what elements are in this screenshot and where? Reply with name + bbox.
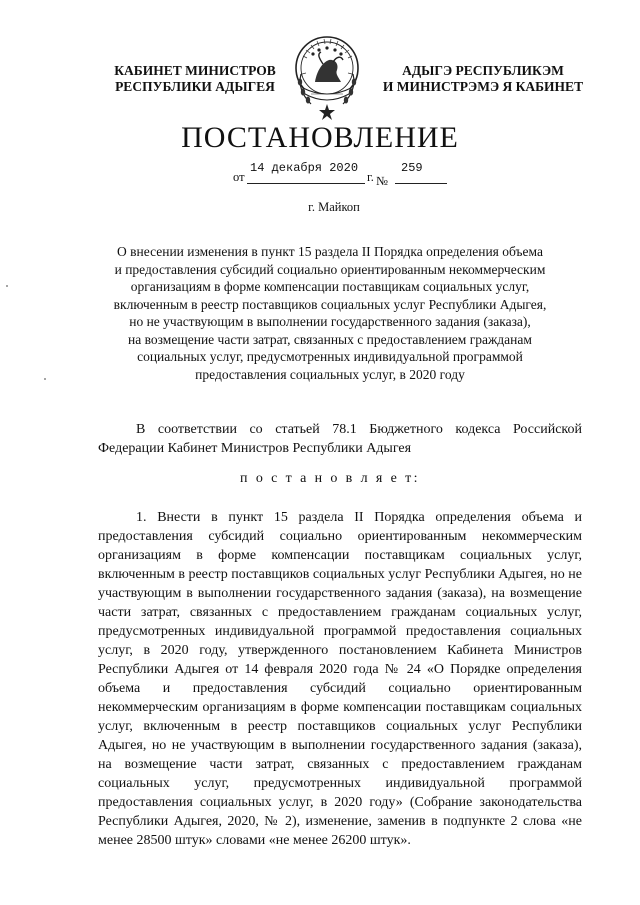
scan-speck xyxy=(6,285,8,287)
coat-of-arms-icon xyxy=(289,34,365,120)
city: г. Майкоп xyxy=(308,200,360,214)
number-underline xyxy=(395,183,447,184)
date-underline xyxy=(247,183,365,184)
subject-line: и предоставления субсидий социально ориентированным некоммерческим xyxy=(114,261,546,277)
subject-line: социальных услуг, предусмотренных индивидуальной программой xyxy=(137,349,523,364)
decree-word: п о с т а н о в л я е т: xyxy=(240,471,420,486)
preamble-paragraph: В соответствии со статьей 78.1 Бюджетного кодекса Российской Федерации Кабинет Министров Республики Адыгея xyxy=(98,422,582,456)
subject-line: организациям в форме компенсации поставщикам социальных услуг, xyxy=(130,279,530,294)
document-number: 259 xyxy=(401,161,423,175)
number-sign: № xyxy=(376,174,388,188)
issuer-line: КАБИНЕТ МИНИСТРОВ xyxy=(114,63,276,78)
year-suffix: г. xyxy=(367,170,374,184)
issuer-line: РЕСПУБЛИКИ АДЫГЕЯ xyxy=(115,79,275,94)
issuer-name-adyghe xyxy=(378,63,588,95)
subject-line: включенным в реестр поставщиков социальных услуг Республики Адыгея, xyxy=(113,296,547,312)
document-date: 14 декабря 2020 xyxy=(250,161,359,175)
issuer-line: И МИНИСТРЭМЭ Я КАБИНЕТ xyxy=(382,79,584,94)
date-prefix: от xyxy=(233,170,245,184)
point-1-paragraph: 1. Внести в пункт 15 раздела II Порядка определения объема и предоставления субсидий социально ориентированным некоммерческим организациям в форме компенсации поставщикам социальных услуг, включенным в реестр поставщиков социальных услуг Республики Адыгея, но не участвующим в выполнении государственного задания (заказа), на возмещение части затрат, связанных с предоставлением гражданам социальных услуг, предусмотренных индивидуальной программой предоставления социальных услуг, в 2020 году, утвержденного постановлением Кабинета Министров Республики Адыгея от 14 февраля 2020 года № 24 «О Порядке определения объема и предоставления субсидий социально ориентированным некоммерческим организациям в форме компенсации поставщикам социальных услуг, включенным в реестр поставщиков социальных услуг Республики Адыгея, но не участвующим в выполнении государственного задания (заказа), на возмещение части затрат, связанных с предоставлением гражданам социальных услуг, предусмотренных индивидуальной программой предоставления социальных услуг, в 2020 году» (Собрание законодательства Республики Адыгея, 2020, № 2), изменение, заменив в подпункте 2 слова «не менее 28500 штук» словами «не менее 26200 штук». xyxy=(98,510,582,848)
scan-speck xyxy=(44,378,46,380)
subject-line: предоставления социальных услуг, в 2020 году xyxy=(195,366,465,382)
date-number-line xyxy=(233,161,453,188)
subject-line: но не участвующим в выполнении государственного задания (заказа), xyxy=(129,314,531,329)
issuer-name-russian xyxy=(105,63,285,95)
subject-line: О внесении изменения в пункт 15 раздела II Порядка определения объема xyxy=(117,244,543,259)
document-title: ПОСТАНОВЛЕНИЕ xyxy=(181,121,459,154)
document-subject xyxy=(80,243,580,383)
issuer-line: АДЫГЭ РЕСПУБЛИКЭМ xyxy=(402,63,564,78)
subject-line: на возмещение части затрат, связанных с предоставлением гражданам xyxy=(128,331,532,347)
